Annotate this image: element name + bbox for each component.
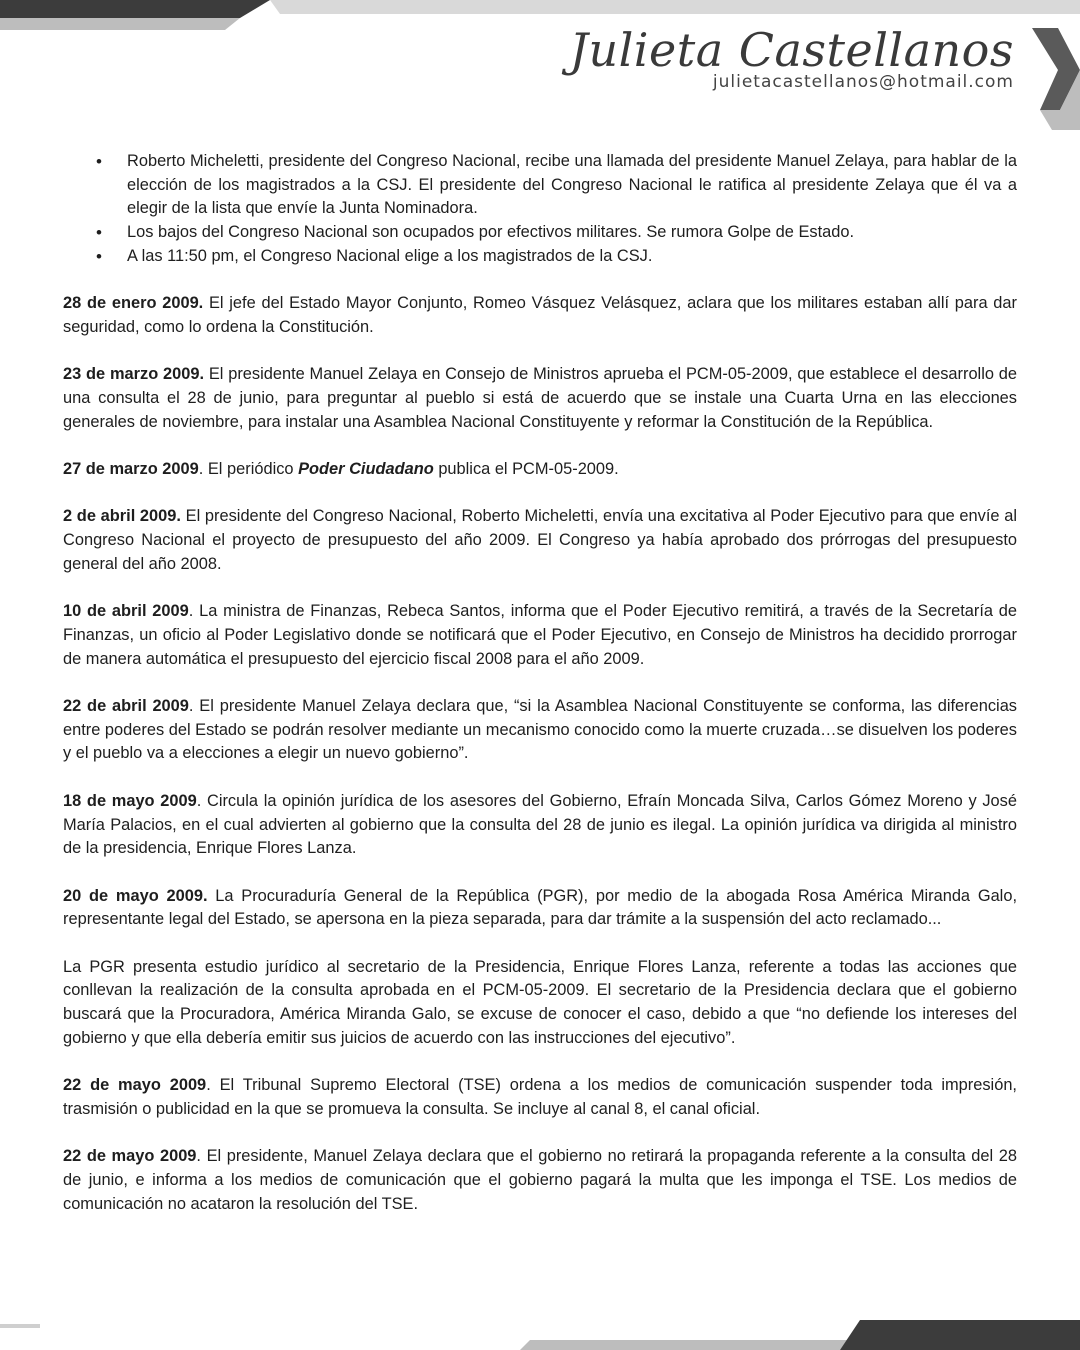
entry-date: 28 de enero 2009. [63, 294, 204, 313]
entry-date: 22 de abril 2009 [63, 697, 189, 716]
chronology-paragraph [63, 956, 1017, 1051]
chronology-entry [63, 505, 1017, 576]
bullet-icon: • [96, 223, 102, 243]
chronology-entry [63, 458, 1017, 482]
entry-text: . El periódico [198, 460, 299, 479]
entry-text: El presidente Manuel Zelaya en Consejo de Ministros aprueba el PCM-05-2009, que establece el desarrollo de una consulta el 28 de junio, para preguntar al pueblo si está de acuerdo que se instale una Cuarta Urna en las elecciones generales de noviembre, para instalar una Asamblea Nacional Constituyente y reformar la Constitución de la República. [63, 365, 1017, 431]
entry-text: . Circula la opinión jurídica de los asesores del Gobierno, Efraín Moncada Silva, Carlos Gómez Moreno y José María Palacios, en el cual advierten al gobierno que la consulta del 28 de junio es ilegal. La opinión jurídica va dirigida al ministro de la presidencia, Enrique Flores Lanza. [63, 791, 1017, 858]
entry-text: El presidente del Congreso Nacional, Roberto Micheletti, envía una excitativa al Poder Ejecutivo para que envíe al Congreso Nacional el proyecto de presupuesto del año 2009. El Congreso ya había aprobado dos prórrogas del presupuesto general del año 2008. [63, 507, 1017, 573]
chronology-entry [63, 885, 1017, 932]
chronology-entry [63, 1074, 1017, 1121]
author-logo: Julieta Castellanos [569, 23, 1014, 77]
entry-date: 22 de mayo 2009 [63, 1147, 197, 1166]
entry-date: 20 de mayo 2009. [63, 886, 208, 905]
chronology-entry [63, 363, 1017, 434]
chronology-entry [63, 600, 1017, 671]
entry-text: La Procuraduría General de la República (PGR), por medio de la abogada Rosa América Miranda Galo, representante legal del Estado, se apersona en la pieza separada, para dar trámite a la suspensión del acto reclamado... [63, 886, 1017, 929]
entry-date: 27 de marzo 2009 [63, 460, 199, 479]
list-item: • Los bajos del Congreso Nacional son ocupados por efectivos militares. Se rumora Golpe de Estado. [63, 221, 1017, 245]
list-item: • A las 11:50 pm, el Congreso Nacional elige a los magistrados de la CSJ. [63, 245, 1017, 269]
entry-text: publica el PCM-05-2009. [433, 460, 619, 479]
chronology-entry [63, 695, 1017, 766]
entry-text: . El presidente, Manuel Zelaya declara que el gobierno no retirará la propaganda referente a la consulta del 28 de junio, e informa a los medios de comunicación que el gobierno pagará la multa que les imponga el TSE. Los medios de comunicación no acataron la resolución del TSE. [63, 1147, 1017, 1213]
entry-text: La PGR presenta estudio jurídico al secretario de la Presidencia, Enrique Flores Lanza, referente a todas las acciones que conllevan la realización de la consulta aprobada en el PCM-05-2009. El secretario de la Presidencia declara que el gobierno buscará que la Procuradora, América Miranda Galo, se excuse de conocer el caso, debido a que “no defiende los intereses del gobierno y que ella debería emitir sus juicios de acuerdo con las instrucciones del ejecutivo”. [63, 957, 1017, 1047]
entry-text: . El Tribunal Supremo Electoral (TSE) ordena a los medios de comunicación suspender toda impresión, trasmisión o publicidad en la que se promueva la consulta. Se incluye al canal 8, el canal oficial. [63, 1076, 1017, 1118]
entry-date: 22 de mayo 2009 [63, 1076, 207, 1095]
letterhead [570, 22, 1014, 92]
author-email: julietacastellanos@hotmail.com [712, 72, 1014, 92]
list-item: • Roberto Micheletti, presidente del Congreso Nacional, recibe una llamada del presidente Manuel Zelaya, para hablar de la elección de los magistrados a la CSJ. El presidente del Congreso Nacional le ratifica al presidente Zelaya que él va a elegir de la lista que envíe la Junta Nominadora. [96, 152, 1017, 218]
chronology-entry [63, 1145, 1017, 1216]
chronology-entry [63, 292, 1017, 339]
entry-text: El jefe del Estado Mayor Conjunto, Romeo Vásquez Velásquez, aclara que los militares estaban allí para dar seguridad, como lo ordena la Constitución. [63, 294, 1017, 336]
chronology-entry [63, 790, 1017, 861]
entry-text: . La ministra de Finanzas, Rebeca Santos, informa que el Poder Ejecutivo remitirá, a través de la Secretaría de Finanzas, un oficio al Poder Legislativo donde se notificará que el Poder Ejecutivo, en Consejo de Ministros ha decidido prorrogar de manera automática el presupuesto del ejercicio fiscal 2008 para el año 2009. [63, 602, 1017, 668]
bullet-icon: • [96, 246, 102, 266]
bullet-list [63, 150, 1017, 269]
bottom-decoration [0, 1310, 1080, 1350]
entry-date: 18 de mayo 2009 [63, 791, 197, 810]
entry-date: 2 de abril 2009. [63, 507, 181, 526]
bullet-icon: • [96, 152, 102, 171]
entry-date: 10 de abril 2009 [63, 602, 189, 621]
document-body [63, 150, 1017, 1233]
publication-name: Poder Ciudadano [298, 460, 434, 479]
entry-date: 23 de marzo 2009. [63, 365, 205, 384]
entry-text: . El presidente Manuel Zelaya declara que, “si la Asamblea Nacional Constituyente se conforma, las diferencias entre poderes del Estado se podrán resolver mediante un mecanismo conocido como la muerte cruzada…se disuelven los poderes y el pueblo va a elecciones a elegir un nuevo gobierno”. [63, 697, 1018, 763]
